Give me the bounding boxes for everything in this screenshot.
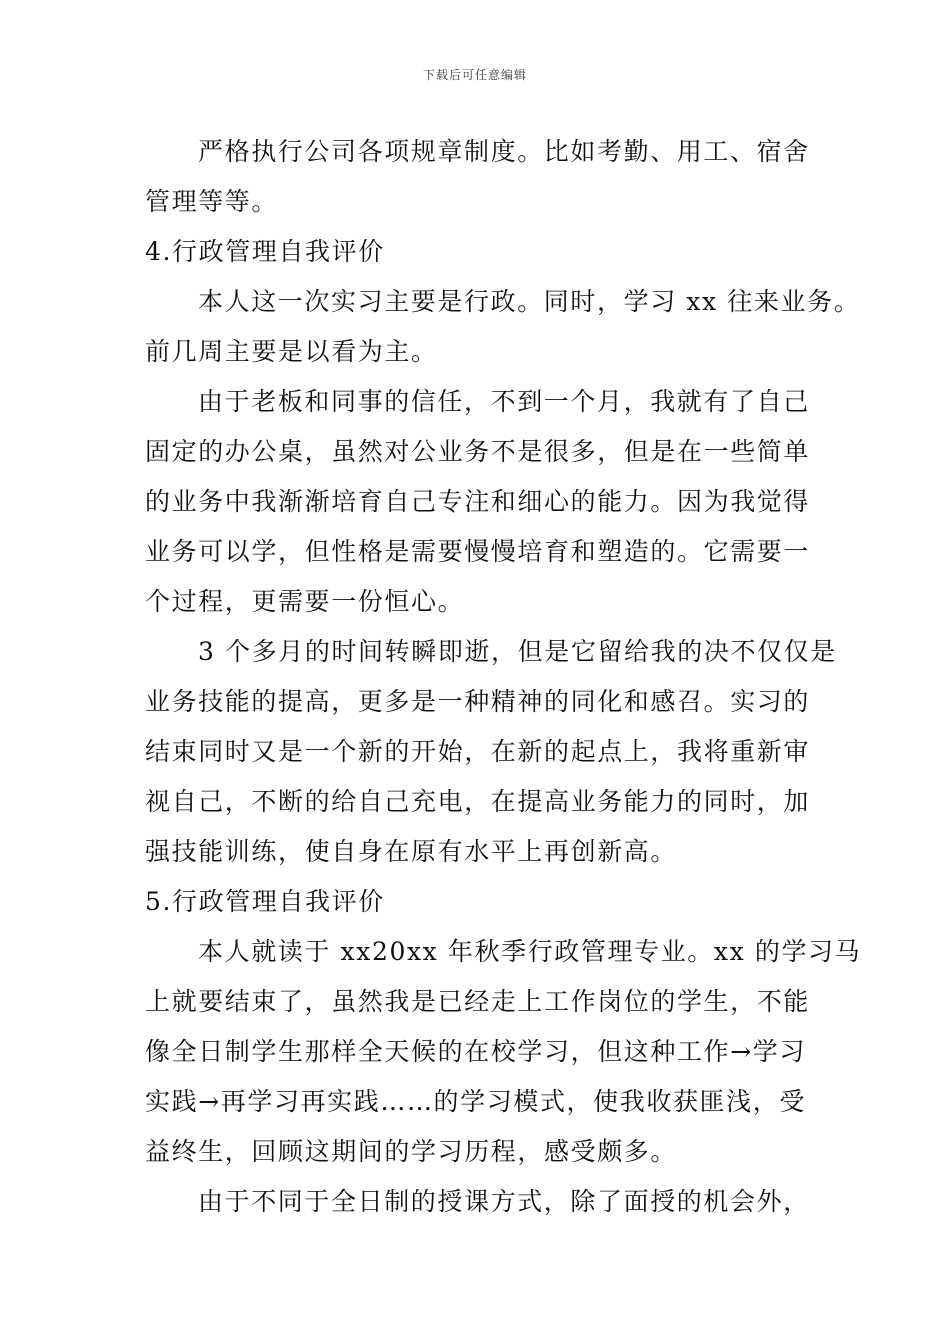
- page-header: 下载后可任意编辑: [422, 68, 527, 82]
- text-line: 个过程，更需要一份恒心。: [145, 587, 465, 616]
- text-line: 由于老板和同事的信任，不到一个月，我就有了自己: [198, 387, 810, 416]
- document-body: [145, 127, 862, 1227]
- text-line: 固定的办公桌，虽然对公业务不是很多，但是在一些简单: [145, 437, 811, 466]
- text-line: 管理等等。: [145, 187, 279, 216]
- text-line: 本人就读于 xx20xx 年秋季行政管理专业。xx 的学习马: [198, 937, 862, 966]
- text-line: 结束同时又是一个新的开始，在新的起点上，我将重新审: [145, 737, 811, 766]
- text-line: 由于不同于全日制的授课方式，除了面授的机会外，: [198, 1187, 810, 1216]
- text-line: 益终生，回顾这期间的学习历程，感受颇多。: [145, 1137, 678, 1166]
- text-line: 前几周主要是以看为主。: [145, 337, 438, 366]
- section-heading: 4.行政管理自我评价: [145, 237, 385, 266]
- text-line: 严格执行公司各项规章制度。比如考勤、用工、宿舍: [198, 137, 810, 166]
- text-line: 像全日制学生那样全天候的在校学习，但这种工作→学习: [145, 1037, 806, 1066]
- text-line: 本人这一次实习主要是行政。同时，学习 xx 往来业务。: [198, 287, 861, 316]
- text-line: 实践→再学习再实践……的学习模式，使我收获匪浅，受: [145, 1087, 806, 1116]
- section-heading: 5.行政管理自我评价: [145, 887, 385, 916]
- text-line: 上就要结束了，虽然我是已经走上工作岗位的学生，不能: [145, 987, 811, 1016]
- text-line: 业务技能的提高，更多是一种精神的同化和感召。实习的: [145, 687, 811, 716]
- text-line: 视自己，不断的给自己充电，在提高业务能力的同时，加: [145, 787, 811, 816]
- text-line: 业务可以学，但性格是需要慢慢培育和塑造的。它需要一: [145, 537, 811, 566]
- text-line: 强技能训练，使自身在原有水平上再创新高。: [145, 837, 678, 866]
- text-line: 的业务中我渐渐培育自己专注和细心的能力。因为我觉得: [145, 487, 811, 516]
- text-line: 3 个多月的时间转瞬即逝，但是它留给我的决不仅仅是: [198, 637, 837, 666]
